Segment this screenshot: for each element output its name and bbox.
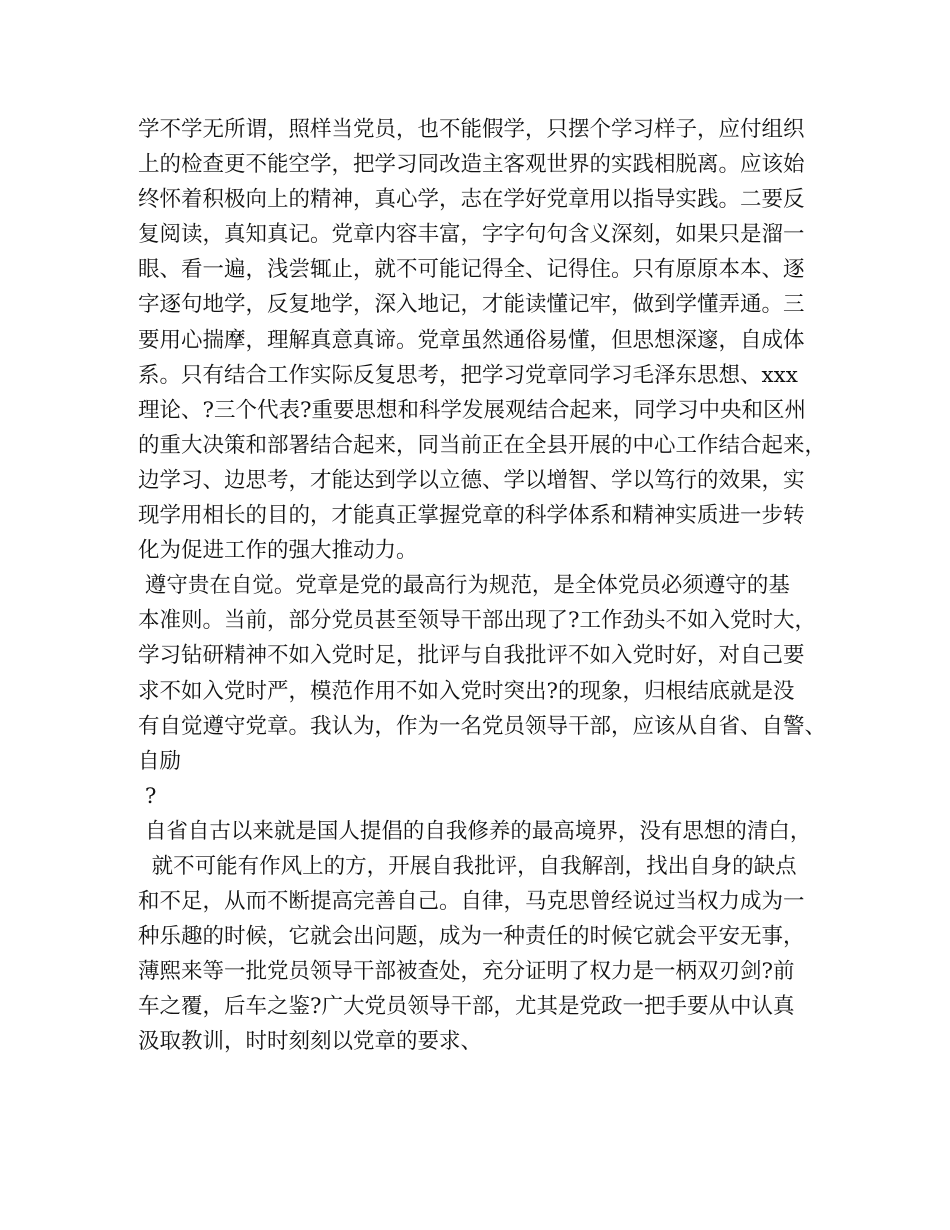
text-line: 种乐趣的时候，它就会出问题，成为一种责任的时候它就会平安无事，	[138, 924, 805, 950]
text-line: 复阅读，真知真记。党章内容丰富，字字句句含义深刻，如果只是溜一	[138, 222, 805, 248]
text-line: 薄熙来等一批党员领导干部被查处，充分证明了权力是一柄双刃剑?前	[138, 959, 795, 985]
text-line: 求不如入党时严，模范作用不如入党时突出?的现象，归根结底就是没	[138, 678, 795, 704]
text-line: 学习钻研精神不如入党时足，批评与自我批评不如入党时好，对自己要	[138, 643, 805, 669]
text-line: 终怀着积极向上的精神，真心学，志在学好党章用以指导实践。二要反	[138, 187, 805, 213]
text-line: 自励	[138, 748, 182, 774]
text-line: 汲取教训，时时刻刻以党章的要求、	[138, 1029, 483, 1055]
text-line: 字逐句地学，反复地学，深入地记，才能读懂记牢，做到学懂弄通。三	[138, 292, 805, 318]
text-line: 理论、?三个代表?重要思想和科学发展观结合起来，同学习中央和区州	[138, 397, 807, 423]
text-line: 就不可能有作风上的方，开展自我批评，自我解剖，找出自身的缺点	[138, 853, 797, 879]
text-line: 化为促进工作的强大推动力。	[138, 538, 418, 564]
text-line: 眼、看一遍，浅尝辄止，就不可能记得全、记得住。只有原原本本、逐	[138, 257, 805, 283]
text-line: 遵守贵在自觉。党章是党的最高行为规范，是全体党员必须遵守的基	[138, 573, 790, 599]
text-line: 系。只有结合工作实际反复思考，把学习党章同学习毛泽东思想、xxx	[138, 362, 798, 388]
text-line: 有自觉遵守党章。我认为，作为一名党员领导干部，应该从自省、自警、	[138, 713, 827, 739]
text-line: 现学用相长的目的，才能真正掌握党章的科学体系和精神实质进一步转	[138, 503, 805, 529]
text-line: 本准则。当前，部分党员甚至领导干部出现了?工作劲头不如入党时大，	[138, 608, 817, 634]
text-line: ?	[138, 783, 157, 809]
text-line: 要用心揣摩，理解真意真谛。党章虽然通俗易懂，但思想深邃，自成体	[138, 327, 805, 353]
body-text	[138, 112, 828, 1060]
text-line: 车之覆，后车之鉴?广大党员领导干部，尤其是党政一把手要从中认真	[138, 994, 795, 1020]
text-line: 自省自古以来就是国人提倡的自我修养的最高境界，没有思想的清白，	[138, 818, 812, 844]
text-line: 的重大决策和部署结合起来，同当前正在全县开展的中心工作结合起来，	[138, 432, 827, 458]
text-line: 上的检查更不能空学，把学习同改造主客观世界的实践相脱离。应该始	[138, 152, 805, 178]
text-line: 和不足，从而不断提高完善自己。自律，马克思曾经说过当权力成为一	[138, 889, 805, 915]
text-line: 边学习、边思考，才能达到学以立德、学以增智、学以笃行的效果，实	[138, 467, 805, 493]
text-line: 学不学无所谓，照样当党员，也不能假学，只摆个学习样子，应付组织	[138, 117, 805, 142]
